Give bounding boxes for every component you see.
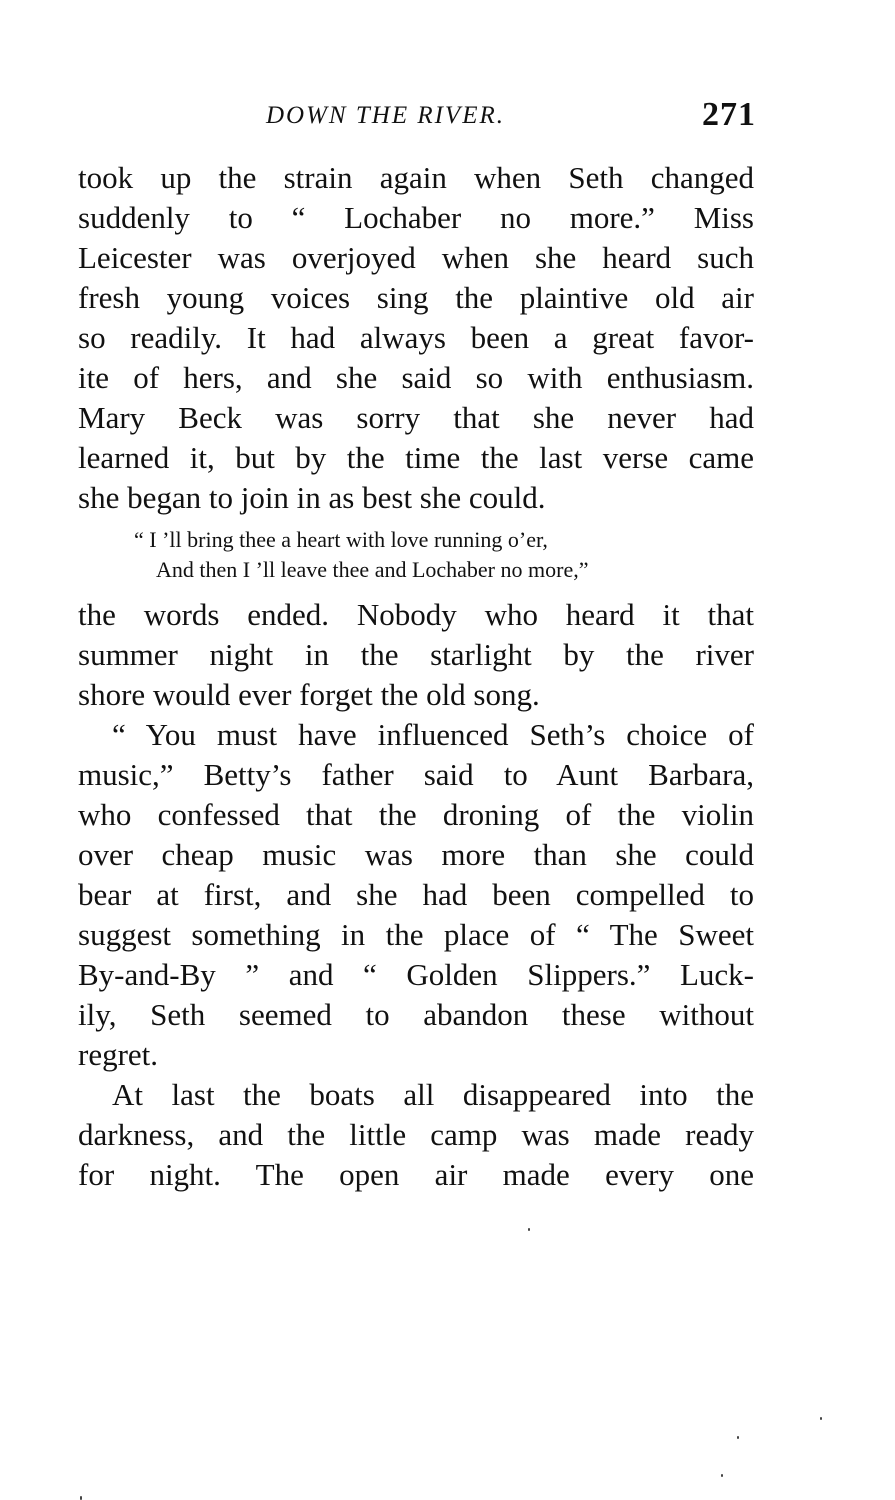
- verse-line: And then I ’ll leave thee and Lochaber no more,”: [156, 557, 589, 582]
- text-line: she began to join in as best she could.: [78, 480, 546, 515]
- text-line: By-and-By ” and “ Golden Slippers.” Luck-: [78, 957, 754, 992]
- text-line: Leicester was overjoyed when she heard such: [78, 240, 754, 275]
- text-line: summer night in the starlight by the river: [78, 637, 754, 672]
- scan-speck: [80, 1496, 82, 1500]
- text-line: At last the boats all disappeared into the: [112, 1077, 754, 1112]
- text-line: learned it, but by the time the last verse came: [78, 440, 754, 475]
- scan-speck: [737, 1436, 739, 1439]
- verse-line: “ I ’ll bring thee a heart with love running o’er,: [134, 527, 548, 552]
- text-line: ily, Seth seemed to abandon these without: [78, 997, 754, 1032]
- text-line: Mary Beck was sorry that she never had: [78, 400, 754, 435]
- running-head: [76, 98, 756, 138]
- text-line: regret.: [78, 1037, 159, 1072]
- scan-speck: [528, 1228, 530, 1231]
- text-line: who confessed that the droning of the violin: [78, 797, 754, 832]
- page-number: 271: [702, 96, 756, 133]
- text-line: darkness, and the little camp was made ready: [78, 1117, 754, 1152]
- text-line: the words ended. Nobody who heard it that: [78, 597, 754, 632]
- text-line: took up the strain again when Seth changed: [78, 160, 754, 195]
- text-line: “ You must have influenced Seth’s choice of: [112, 717, 754, 752]
- text-line: over cheap music was more than she could: [78, 837, 754, 872]
- text-line: suddenly to “ Lochaber no more.” Miss: [78, 200, 754, 235]
- text-line: fresh young voices sing the plaintive old air: [78, 280, 754, 315]
- text-line: bear at first, and she had been compelled to: [78, 877, 754, 912]
- text-line: for night. The open air made every one: [78, 1157, 754, 1192]
- text-line: suggest something in the place of “ The Sweet: [78, 917, 754, 952]
- scan-speck: [721, 1474, 723, 1477]
- text-line: music,” Betty’s father said to Aunt Barbara,: [78, 757, 754, 792]
- running-title: DOWN THE RIVER.: [266, 102, 505, 129]
- text-line: shore would ever forget the old song.: [78, 677, 540, 712]
- text-line: so readily. It had always been a great favor-: [78, 320, 754, 355]
- text-line: ite of hers, and she said so with enthusiasm.: [78, 360, 754, 395]
- scan-speck: [820, 1417, 822, 1420]
